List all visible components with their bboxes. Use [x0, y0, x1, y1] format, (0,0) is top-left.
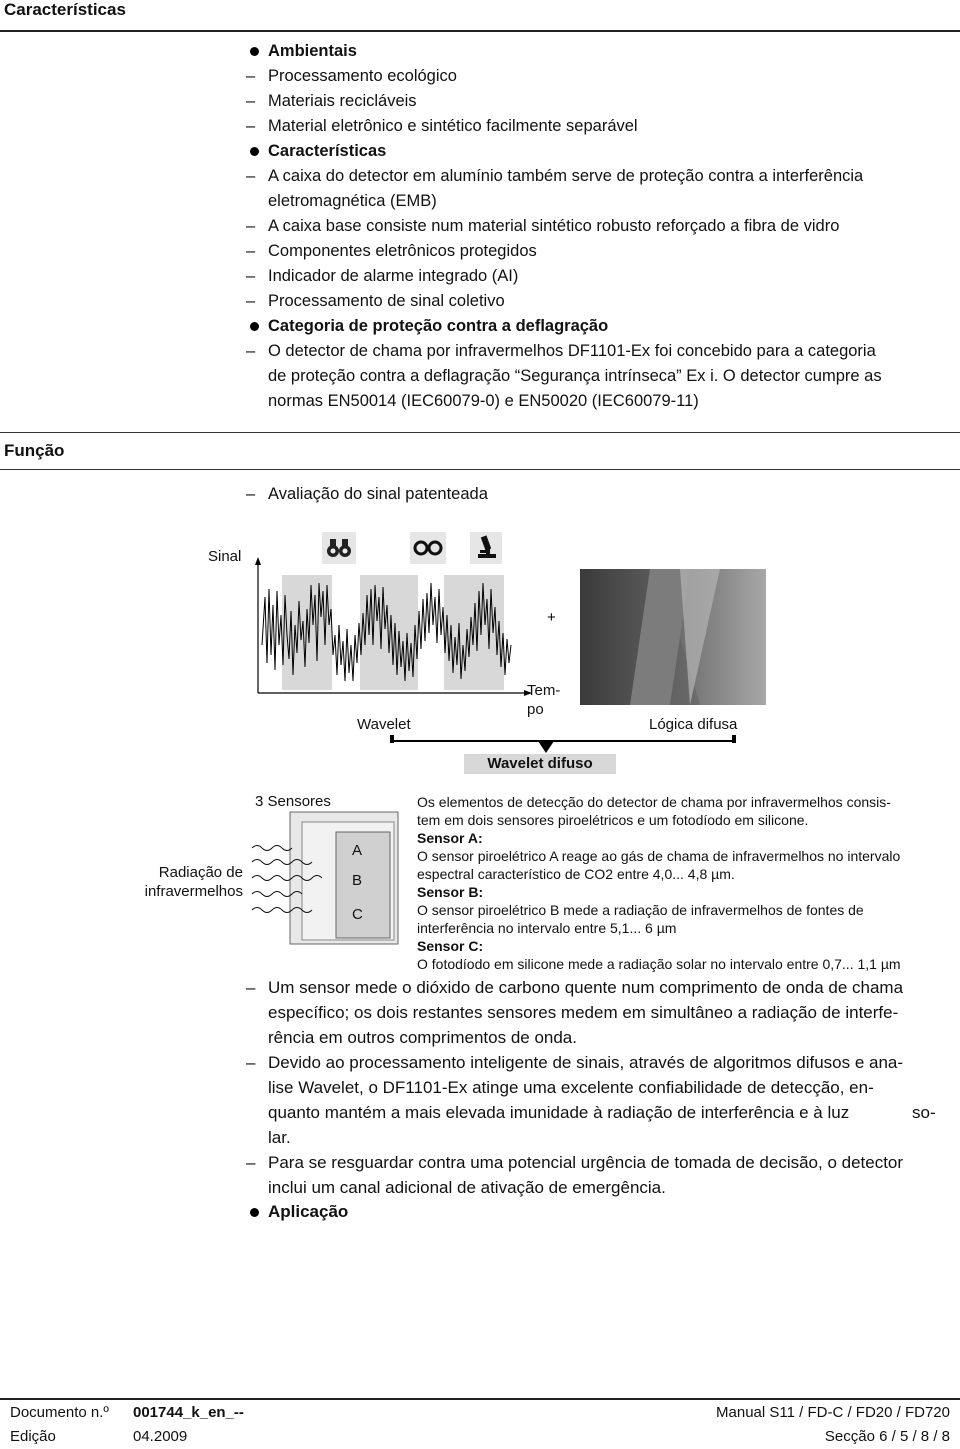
heading-ambientais: Ambientais	[268, 42, 357, 60]
list-item: Materiais recicláveis	[268, 92, 417, 110]
divider	[0, 432, 960, 433]
sensor-description: Os elementos de detecção do detector de chama por infravermelhos consis- tem em dois sensores piroelétricos e um fotodíodo em silicone. Sensor A: O sensor piroelétrico A reage ao gás de chama de infravermelhos no intervalo espectral característico de CO2 entre 4,0... 4,8 µm. Sensor B: O sensor piroelétrico B mede a radiação de infravermelhos de fontes de interferência no intervalo entre 5,1... 6 µm Sensor C: O fotodíodo em silicone mede a radiação solar no intervalo entre 0,7... 1,1 µm	[417, 794, 901, 972]
dash-icon: –	[246, 267, 256, 285]
dash-icon: –	[246, 92, 256, 110]
heading-caracteristicas: Características	[268, 142, 387, 160]
list-item: Processamento ecológico	[268, 67, 457, 85]
footer-doc-value: 001744_k_en_--	[133, 1404, 244, 1421]
binoculars-icon	[322, 532, 356, 564]
dash-icon: –	[246, 1053, 256, 1072]
dash-icon: –	[246, 1153, 256, 1172]
sensor-label-b: B	[352, 872, 363, 889]
heading-categoria: Categoria de proteção contra a deflagração	[268, 317, 609, 335]
dash-icon: –	[246, 217, 256, 235]
divider	[0, 469, 960, 470]
bullet-icon	[250, 322, 259, 331]
footer-edicao-label: Edição	[10, 1428, 56, 1445]
list-item: Avaliação do sinal patenteada	[268, 485, 488, 503]
footer-edicao-value: 04.2009	[133, 1428, 188, 1445]
header-bar	[0, 0, 960, 32]
list-item: A caixa base consiste num material sintético robusto reforçado a fibra de vidro	[268, 217, 840, 235]
axis-label-tempo: Tem- po	[527, 682, 561, 718]
footer-divider	[0, 1398, 960, 1400]
bullet-icon	[250, 147, 259, 156]
paragraph-line: de proteção contra a deflagração “Segurança intrínseca” Ex i. O detector cumpre as	[268, 367, 882, 385]
dash-icon: –	[246, 292, 256, 310]
paragraph-line: lar.	[268, 1128, 291, 1147]
glasses-icon	[410, 532, 446, 564]
axis-label-sinal: Sinal	[208, 548, 242, 565]
list-item: A caixa do detector em alumínio também serve de proteção contra a interferência	[268, 167, 864, 185]
dash-icon: –	[246, 978, 256, 997]
list-item: Processamento de sinal coletivo	[268, 292, 505, 310]
dash-icon: –	[246, 342, 256, 360]
heading-aplicacao: Aplicação	[268, 1202, 349, 1221]
section-title-funcao: Função	[4, 441, 65, 460]
list-item: Componentes eletrônicos protegidos	[268, 242, 537, 260]
list-item-continuation: eletromagnética (EMB)	[268, 192, 437, 210]
label-logica-difusa: Lógica difusa	[649, 716, 738, 733]
label-wavelet: Wavelet	[357, 716, 411, 733]
paragraph-line: quanto mantém a mais elevada imunidade à radiação de interferência e à luz	[268, 1103, 850, 1122]
label-radiacao: Radiação de infravermelhos	[144, 864, 243, 900]
paragraph-line: Para se resguardar contra uma potencial urgência de tomada de decisão, o detector	[268, 1153, 904, 1172]
list-item: Material eletrônico e sintético facilmente separável	[268, 117, 638, 135]
label-wavelet-difuso: Wavelet difuso	[464, 754, 616, 774]
paragraph-line: normas EN50014 (IEC60079-0) e EN50020 (IEC60079-11)	[268, 392, 699, 410]
dash-icon: –	[246, 117, 256, 135]
paragraph-line: so-	[912, 1103, 936, 1122]
footer-seccao: Secção 6 / 5 / 8 / 8	[824, 1428, 950, 1445]
bullet-icon	[250, 1208, 259, 1217]
bullet-icon	[250, 47, 259, 56]
paragraph-line: O detector de chama por infravermelhos DF1101-Ex foi concebido para a categoria	[268, 342, 876, 360]
paragraph-line: inclui um canal adicional de ativação de emergência.	[268, 1178, 666, 1197]
sensor-illustration	[250, 810, 400, 950]
dash-icon: –	[246, 485, 256, 503]
paragraph-line: Um sensor mede o dióxido de carbono quente num comprimento de onda de chama	[268, 978, 904, 997]
dash-icon: –	[246, 242, 256, 260]
dash-icon: –	[246, 167, 256, 185]
microscope-icon	[470, 532, 502, 564]
paragraph-line: lise Wavelet, o DF1101-Ex atinge uma excelente confiabilidade de detecção, en-	[268, 1078, 874, 1097]
footer-manual: Manual S11 / FD-C / FD20 / FD720	[716, 1404, 950, 1421]
sensor-label-a: A	[352, 842, 363, 859]
plus-sign: +	[547, 609, 556, 626]
paragraph-line: Devido ao processamento inteligente de sinais, através de algoritmos difusos e ana-	[268, 1053, 904, 1072]
paragraph-line: rência em outros comprimentos de onda.	[268, 1028, 577, 1047]
paragraph-line: específico; os dois restantes sensores medem em simultâneo a radiação de interfe-	[268, 1003, 899, 1022]
label-3-sensores: 3 Sensores	[255, 793, 331, 810]
list-item: Indicador de alarme integrado (AI)	[268, 267, 519, 285]
dash-icon: –	[246, 67, 256, 85]
footer-doc-label: Documento n.º	[10, 1404, 109, 1421]
section-title-caracteristicas: Características	[4, 0, 126, 19]
sensor-label-c: C	[352, 906, 363, 923]
